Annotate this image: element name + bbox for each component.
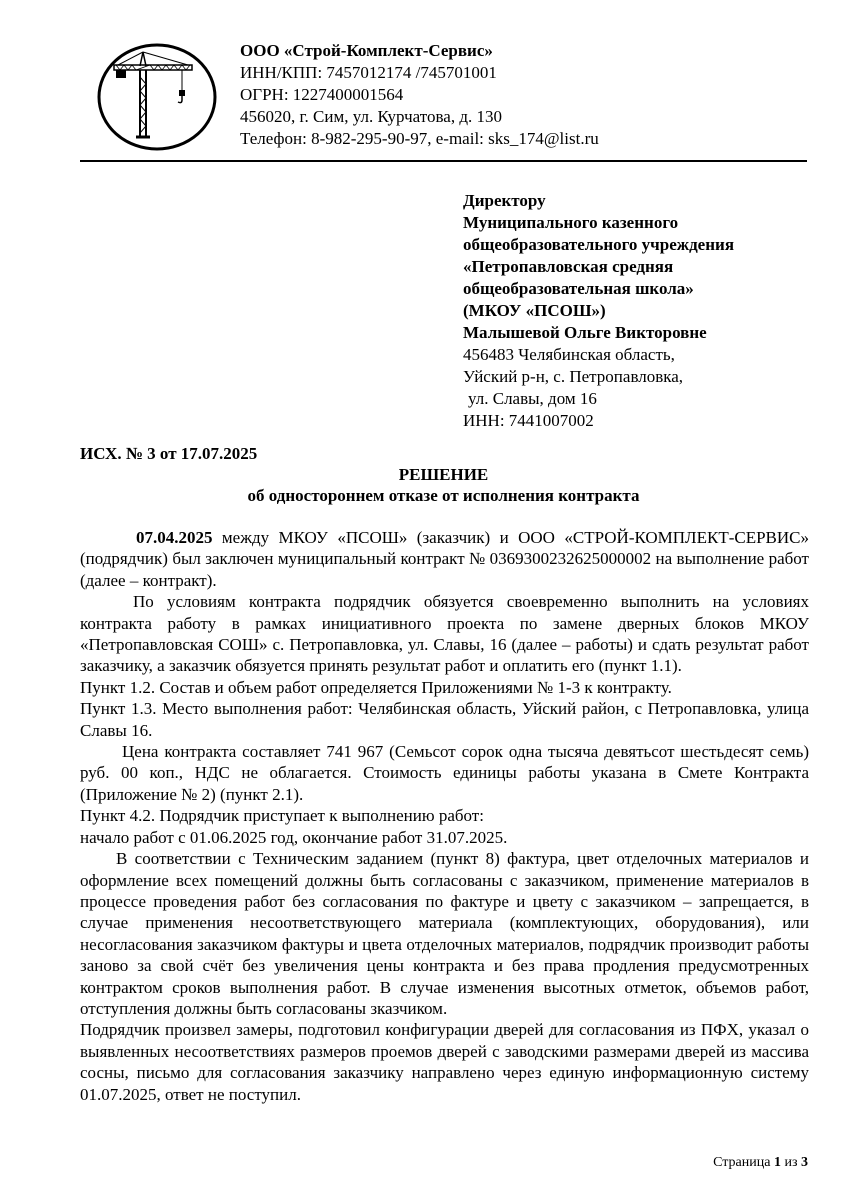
- company-ogrn: ОГРН: 1227400001564: [240, 85, 404, 104]
- paragraph: [80, 527, 809, 591]
- paragraph: начало работ с 01.06.2025 год, окончание работ 31.07.2025.: [80, 827, 508, 847]
- paragraph-text: между МКОУ «ПСОШ» (заказчик) и ООО «СТРОЙ-КОМПЛЕКТ-СЕРВИС» (подрядчик) был заключен муниципальный контракт № 0369300232625000002 на выполнение работ (далее – контракт).: [80, 528, 809, 590]
- total-pages: 3: [801, 1155, 808, 1170]
- addressee-line: общеобразовательная школа»: [463, 279, 694, 298]
- paragraph: Подрядчик произвел замеры, подготовил конфигурации дверей для согласования из ПФХ, указал о выявленных несоответствиях размеров проемов дверей с заводскими размерами дверей из массива сосны, письмо для согласования заказчику направлено через единую информационную систему 01.07.2025, ответ не поступил.: [80, 1020, 809, 1104]
- paragraph: Пункт 4.2. Подрядчик приступает к выполнению работ:: [80, 806, 484, 826]
- company-address: 456020, г. Сим, ул. Курчатова, д. 130: [240, 107, 502, 126]
- outgoing-number: ИСХ. № 3 от 17.07.2025: [80, 444, 258, 463]
- addressee-address: 456483 Челябинская область,: [463, 345, 675, 364]
- of-label: из: [784, 1155, 798, 1170]
- company-inn-kpp: ИНН/КПП: 7457012174 /745701001: [240, 63, 497, 82]
- addressee-address: ул. Славы, дом 16: [468, 389, 597, 408]
- document-subtitle: об одностороннем отказе от исполнения контракта: [247, 486, 640, 505]
- addressee-block: [463, 190, 734, 432]
- document-title: РЕШЕНИЕ: [398, 465, 489, 484]
- document-body: [80, 527, 809, 1105]
- addressee-address: Уйский р-н, с. Петропавловка,: [463, 367, 684, 386]
- paragraph: Пункт 1.2. Состав и объем работ определяется Приложениями № 1-3 к контракту.: [80, 677, 672, 697]
- paragraph: Пункт 1.3. Место выполнения работ: Челябинская область, Уйский район, с Петропавловка, улица Славы 16.: [80, 699, 809, 740]
- addressee-name: Малышевой Ольге Викторовне: [463, 323, 707, 342]
- company-details: [240, 40, 599, 150]
- company-name: ООО «Строй-Комплект-Сервис»: [240, 41, 493, 60]
- page-label: Страница: [713, 1155, 771, 1170]
- company-contacts: Телефон: 8-982-295-90-97, e-mail: sks_174@list.ru: [240, 129, 599, 148]
- addressee-line: Муниципального казенного: [463, 213, 679, 232]
- page-footer: [713, 1155, 808, 1171]
- addressee-line: (МКОУ «ПСОШ»): [463, 301, 606, 320]
- contract-date: 07.04.2025: [136, 528, 213, 547]
- addressee-line: «Петропавловская средняя: [463, 257, 674, 276]
- paragraph: По условиям контракта подрядчик обязуется своевременно выполнить на условиях контракта работу в рамках инициативного проекта по замене дверных блоков МКОУ «Петропавловская СОШ» с. Петропавловка, ул. Славы, 16 (далее – работы) и сдать результат работ заказчику, а заказчик обязуется принять результат работ и оплатить его (пункт 1.1).: [80, 592, 809, 676]
- header-divider: [80, 160, 807, 162]
- current-page: 1: [773, 1155, 781, 1170]
- paragraph: В соответствии с Техническим заданием (пункт 8) фактура, цвет отделочных материалов и оформление всех помещений должны быть согласованы с заказчиком, применение материалов в процессе проведения работ без согласования по фактуре и цвету с заказчиком – запрещается, в случае применения несоответствующего материала (комплектующих, оборудования), или несогласования заказчиком фактуры и цвета отделочных материалов, подрядчик производит работы заново за свой счёт без увеличения цены контракта и без права продления предусмотренных контрактом сроков выполнения работ. В случае изменения высотных отметок, объемов работ, отступления должны быть согласованы зказчиком.: [80, 849, 809, 1018]
- addressee-line: Директору: [463, 191, 546, 210]
- addressee-inn: ИНН: 7441007002: [463, 411, 594, 430]
- crane-logo: [96, 42, 218, 152]
- paragraph: Цена контракта составляет 741 967 (Семьсот сорок одна тысяча девятьсот шестьдесят семь) руб. 00 коп., НДС не облагается. Стоимость единицы работы указана в Смете Контракта (Приложение № 2) (пункт 2.1).: [80, 742, 809, 804]
- addressee-line: общеобразовательного учреждения: [463, 235, 735, 254]
